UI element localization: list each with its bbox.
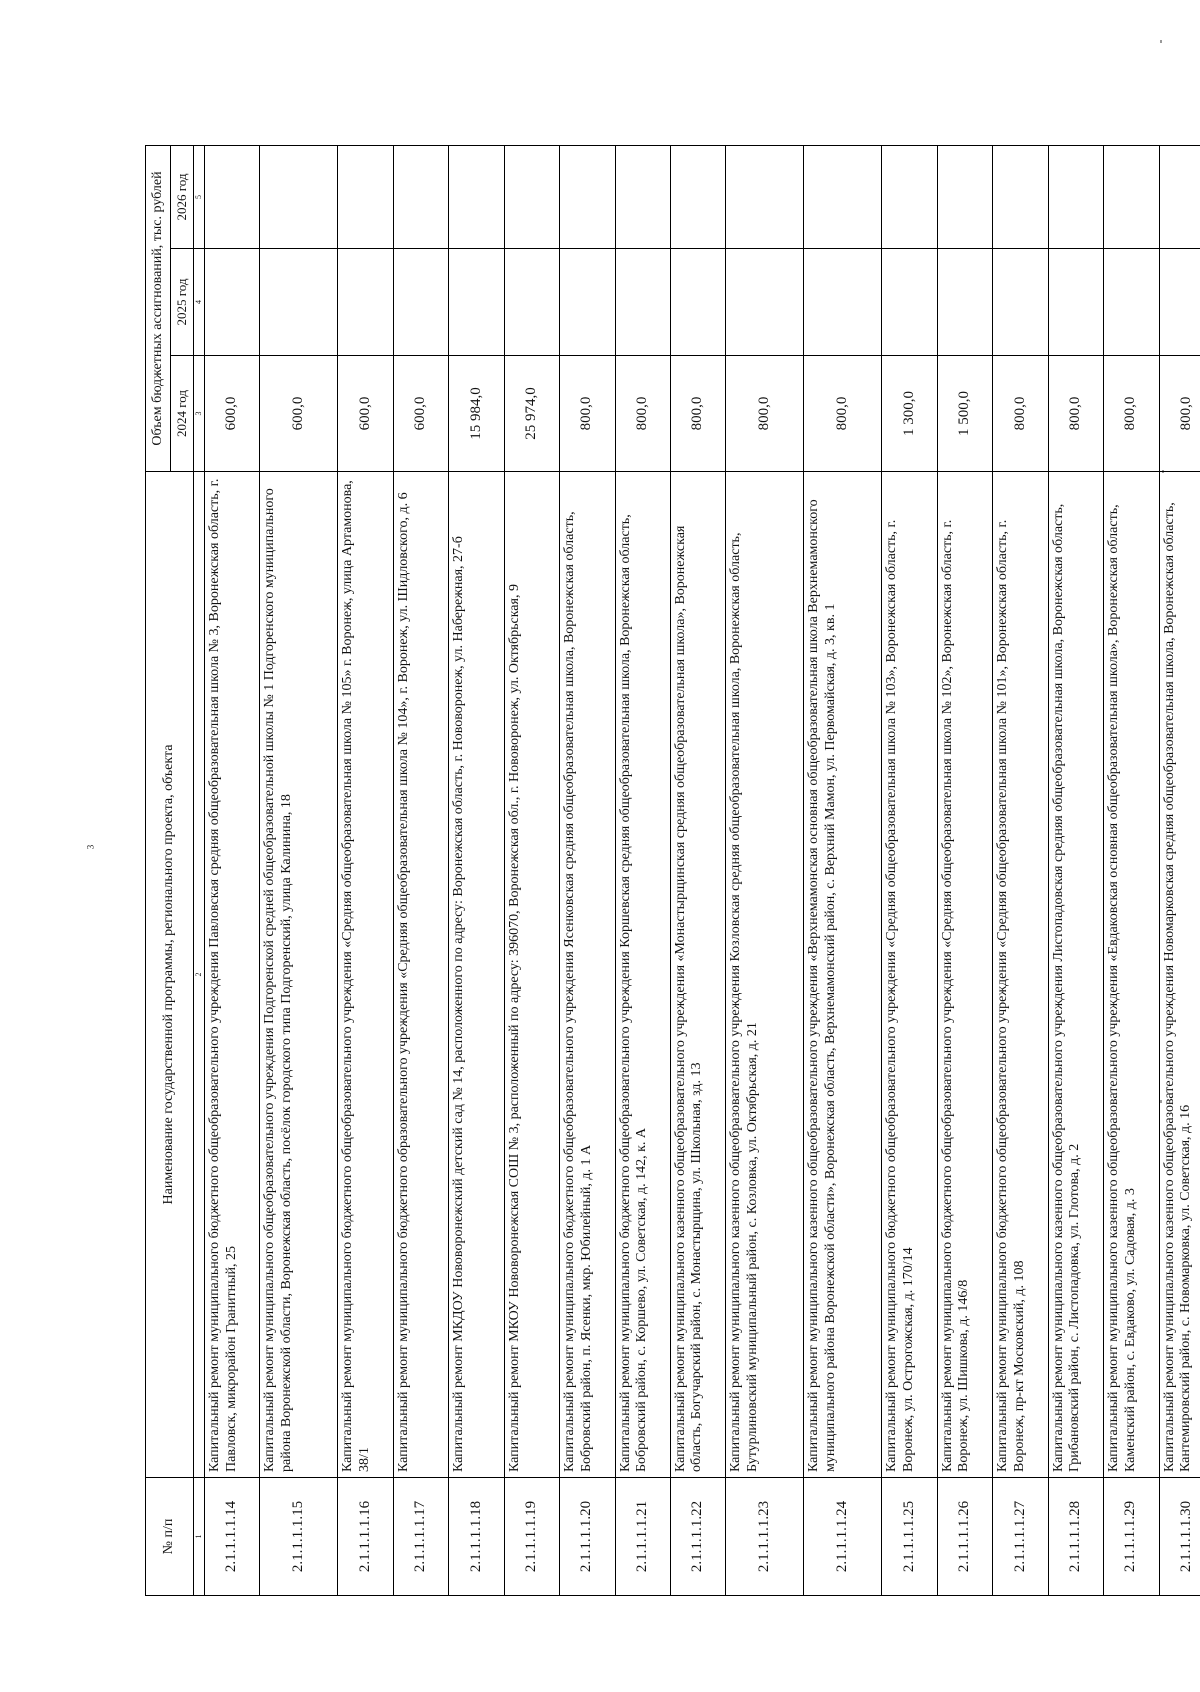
table-row	[449, 146, 504, 1596]
table-row	[615, 146, 670, 1596]
table-row	[338, 146, 393, 1596]
row-object-name: Капитальный ремонт муниципального казенного общеобразовательного учреждения Новомарковская средняя общеобразовательная школа, Воронежская область, Кантемировский район, с. Новомарковка, ул. Советская, д. 16	[1159, 472, 1200, 1478]
row-object-name: Капитальный ремонт муниципального казенного общеобразовательного учреждения «Евдаковская основная общеобразовательная школа», Воронежская область, Каменский район, с. Евдаково, ул. Садовая, д. 3	[1104, 472, 1159, 1478]
table-row	[670, 146, 725, 1596]
row-amount-2025	[1104, 249, 1159, 356]
row-amount-2026	[1159, 146, 1200, 249]
table-row	[726, 146, 804, 1596]
header-2024: 2024 год	[171, 356, 194, 472]
row-amount-2025	[804, 249, 882, 356]
row-object-name: Капитальный ремонт муниципального казенного общеобразовательного учреждения Козловская средняя общеобразовательная школа, Воронежская область, Бутурлиновский муниципальный район, с. Козловка, ул. Октябрьская, д. 21	[726, 472, 804, 1478]
row-amount-2026	[449, 146, 504, 249]
column-index: 5	[194, 146, 205, 249]
row-amount-2025	[937, 249, 992, 356]
row-number: 2.1.1.1.1.25	[882, 1478, 937, 1596]
row-amount-2024: 1 500,0	[937, 356, 992, 472]
row-amount-2026	[393, 146, 448, 249]
row-object-name: Капитальный ремонт муниципального бюджетного общеобразовательного учреждения Коршевская средняя общеобразовательная школа, Воронежская область, Бобровский район, с. Коршево, ул. Советская, д. 142, к. А	[615, 472, 670, 1478]
row-number: 2.1.1.1.1.28	[1048, 1478, 1103, 1596]
row-amount-2026	[726, 146, 804, 249]
row-amount-2025	[393, 249, 448, 356]
row-amount-2026	[670, 146, 725, 249]
row-amount-2024: 800,0	[615, 356, 670, 472]
row-number: 2.1.1.1.1.27	[993, 1478, 1048, 1596]
row-number: 2.1.1.1.1.30	[1159, 1478, 1200, 1596]
rotated-table-wrapper	[145, 146, 1200, 1596]
row-object-name: Капитальный ремонт муниципального казенного общеобразовательного учреждения «Монастырщинская средняя общеобразовательная школа», Воронежская область, Богучарский район, с. Монастырщина, ул. Школьная, зд. 13	[670, 472, 725, 1478]
table-row	[804, 146, 882, 1596]
row-amount-2025	[504, 249, 559, 356]
row-amount-2024: 800,0	[670, 356, 725, 472]
column-index: 2	[194, 472, 205, 1478]
row-amount-2024: 800,0	[726, 356, 804, 472]
row-amount-2024: 800,0	[560, 356, 615, 472]
row-amount-2025	[1159, 249, 1200, 356]
row-amount-2026	[504, 146, 559, 249]
row-amount-2026	[615, 146, 670, 249]
row-object-name: Капитальный ремонт муниципального бюджетного общеобразовательного учреждения «Средняя общеобразовательная школа № 103», Воронежская область, г. Воронеж, ул. Острогожская, д. 170/14	[882, 472, 937, 1478]
header-num: № п/п	[146, 1478, 194, 1596]
row-object-name: Капитальный ремонт муниципального бюджетного общеобразовательного учреждения «Средняя общеобразовательная школа № 102», Воронежская область, г. Воронеж, ул. Шишкова, д. 146/8	[937, 472, 992, 1478]
row-object-name: Капитальный ремонт муниципального бюджетного общеобразовательного учреждения Ясенковская средняя общеобразовательная школа, Воронежская область, Бобровский район, п. Ясенки, мкр. Юбилейный, д. 1 А	[560, 472, 615, 1478]
table-row	[1048, 146, 1103, 1596]
row-object-name: Капитальный ремонт муниципального казенного общеобразовательного учреждения «Верхнемамонская основная общеобразовательная школа Верхнемамонского муниципального района Воронежской области», Воронежская область, Верхнемамонский район, с. Верхний Мамон, ул. Первомайская, д. 3, кв. 1	[804, 472, 882, 1478]
table-row	[560, 146, 615, 1596]
row-number: 2.1.1.1.1.17	[393, 1478, 448, 1596]
column-index: 3	[194, 356, 205, 472]
row-amount-2024: 600,0	[338, 356, 393, 472]
row-amount-2025	[338, 249, 393, 356]
row-amount-2026	[560, 146, 615, 249]
row-amount-2026	[993, 146, 1048, 249]
row-amount-2024: 800,0	[1159, 356, 1200, 472]
row-number: 2.1.1.1.1.22	[670, 1478, 725, 1596]
table-row	[882, 146, 937, 1596]
page-marker: 3	[85, 844, 96, 850]
budget-table	[145, 145, 1200, 1596]
row-amount-2024: 800,0	[993, 356, 1048, 472]
row-amount-2024: 1 300,0	[882, 356, 937, 472]
row-amount-2024: 15 984,0	[449, 356, 504, 472]
row-amount-2024: 800,0	[1104, 356, 1159, 472]
row-amount-2024: 600,0	[393, 356, 448, 472]
row-amount-2025	[726, 249, 804, 356]
row-object-name: Капитальный ремонт МКОУ Нововоронежская СОШ № 3, расположенный по адресу: 396070, Воронежская обл., г. Нововоронеж, ул. Октябрьская, 9	[504, 472, 559, 1478]
row-object-name: Капитальный ремонт муниципального бюджетного образовательного учреждения «Средняя общеобразовательная школа № 104», г. Воронеж, ул. Шидловского, д. 6	[393, 472, 448, 1478]
header-2026: 2026 год	[171, 146, 194, 249]
scan-speck	[1160, 40, 1162, 43]
row-number: 2.1.1.1.1.19	[504, 1478, 559, 1596]
row-object-name: Капитальный ремонт муниципального казенного общеобразовательного учреждения Листопадовская средняя общеобразовательная школа, Воронежская область, Грибановский район, с. Листопадовка, ул. Глотова, д. 2	[1048, 472, 1103, 1478]
row-number: 2.1.1.1.1.14	[205, 1478, 260, 1596]
row-amount-2025	[1048, 249, 1103, 356]
table-row	[937, 146, 992, 1596]
table-row	[393, 146, 448, 1596]
row-number: 2.1.1.1.1.18	[449, 1478, 504, 1596]
row-object-name: Капитальный ремонт муниципального бюджетного общеобразовательного учреждения Павловская средняя общеобразовательная школа № 3, Воронежская область, г. Павловск, микрорайон Гранитный, 25	[205, 472, 260, 1478]
row-amount-2026	[937, 146, 992, 249]
row-amount-2024: 25 974,0	[504, 356, 559, 472]
row-amount-2024: 800,0	[1048, 356, 1103, 472]
row-number: 2.1.1.1.1.20	[560, 1478, 615, 1596]
table-row	[993, 146, 1048, 1596]
column-index: 4	[194, 249, 205, 356]
row-amount-2026	[1104, 146, 1159, 249]
row-number: 2.1.1.1.1.21	[615, 1478, 670, 1596]
table-row	[260, 146, 338, 1596]
row-amount-2026	[882, 146, 937, 249]
table-row	[504, 146, 559, 1596]
row-amount-2026	[1048, 146, 1103, 249]
column-index: 1	[194, 1478, 205, 1596]
row-amount-2025	[449, 249, 504, 356]
row-object-name: Капитальный ремонт муниципального общеобразовательного учреждения Подгоренской средней общеобразовательной школы № 1 Подгоренского муниципального района Воронежской области, Воронежская область, посёлок городского типа Подгоренский, улица Калинина, 18	[260, 472, 338, 1478]
row-number: 2.1.1.1.1.29	[1104, 1478, 1159, 1596]
row-amount-2025	[560, 249, 615, 356]
row-number: 2.1.1.1.1.24	[804, 1478, 882, 1596]
table-row	[1104, 146, 1159, 1596]
row-object-name: Капитальный ремонт МКДОУ Нововоронежский детский сад № 14, расположенного по адресу: Воронежская область, г. Нововоронеж, ул. Набережная, 27-б	[449, 472, 504, 1478]
row-amount-2025	[260, 249, 338, 356]
row-amount-2025	[205, 249, 260, 356]
table-body	[205, 146, 1200, 1596]
row-amount-2026	[260, 146, 338, 249]
row-amount-2025	[670, 249, 725, 356]
row-number: 2.1.1.1.1.23	[726, 1478, 804, 1596]
row-number: 2.1.1.1.1.16	[338, 1478, 393, 1596]
header-name: Наименование государственной программы, регионального проекта, объекта	[146, 472, 194, 1478]
row-object-name: Капитальный ремонт муниципального бюджетного общеобразовательного учреждения «Средняя общеобразовательная школа № 105» г. Воронеж, улица Артамонова, 38/1	[338, 472, 393, 1478]
row-number: 2.1.1.1.1.26	[937, 1478, 992, 1596]
row-amount-2026	[338, 146, 393, 249]
row-amount-2026	[804, 146, 882, 249]
table-row	[205, 146, 260, 1596]
row-amount-2025	[882, 249, 937, 356]
row-amount-2024: 600,0	[205, 356, 260, 472]
row-amount-2025	[993, 249, 1048, 356]
row-number: 2.1.1.1.1.15	[260, 1478, 338, 1596]
row-amount-2026	[205, 146, 260, 249]
header-volume: Объем бюджетных ассигнований, тыс. рублей	[146, 146, 171, 472]
table-row	[1159, 146, 1200, 1596]
header-2025: 2025 год	[171, 249, 194, 356]
row-amount-2024: 800,0	[804, 356, 882, 472]
row-amount-2024: 600,0	[260, 356, 338, 472]
row-amount-2025	[615, 249, 670, 356]
row-object-name: Капитальный ремонт муниципального бюджетного общеобразовательного учреждения «Средняя общеобразовательная школа № 101», Воронежская область, г. Воронеж, пр-кт Московский, д. 108	[993, 472, 1048, 1478]
